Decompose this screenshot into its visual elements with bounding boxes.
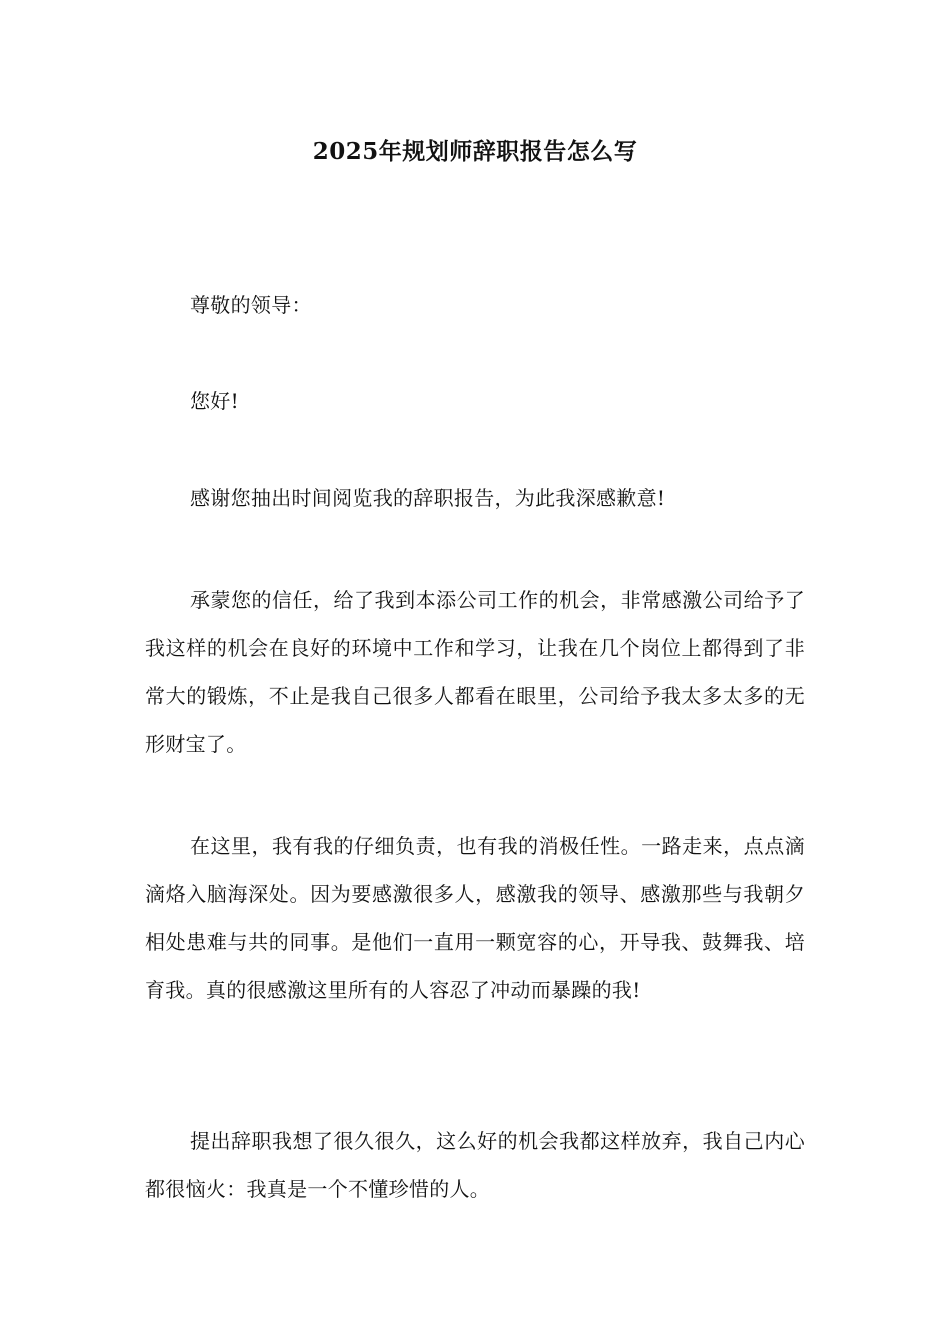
document-title: 2025年规划师辞职报告怎么写 bbox=[312, 138, 638, 165]
paragraph: 在这里，我有我的仔细负责，也有我的消极任性。一路走来，点点滴滴烙入脑海深处。因为要感激很多人，感激我的领导、感激那些与我朝夕相处患难与共的同事。是他们一直用一颗宽容的心，开导我、鼓舞我、培育我。真的很感激这里所有的人容忍了冲动而暴躁的我! bbox=[145, 834, 805, 1002]
greeting: 您好! bbox=[190, 389, 239, 413]
salutation: 尊敬的领导： bbox=[190, 293, 312, 317]
paragraph: 承蒙您的信任，给了我到本添公司工作的机会，非常感激公司给予了我这样的机会在良好的环境中工作和学习，让我在几个岗位上都得到了非常大的锻炼，不止是我自己很多人都看在眼里，公司给予我太多太多的无形财宝了。 bbox=[145, 588, 805, 756]
paragraph: 提出辞职我想了很久很久，这么好的机会我都这样放弃，我自己内心都很恼火：我真是一个不懂珍惜的人。 bbox=[145, 1129, 805, 1201]
paragraph: 感谢您抽出时间阅览我的辞职报告，为此我深感歉意! bbox=[190, 486, 666, 510]
